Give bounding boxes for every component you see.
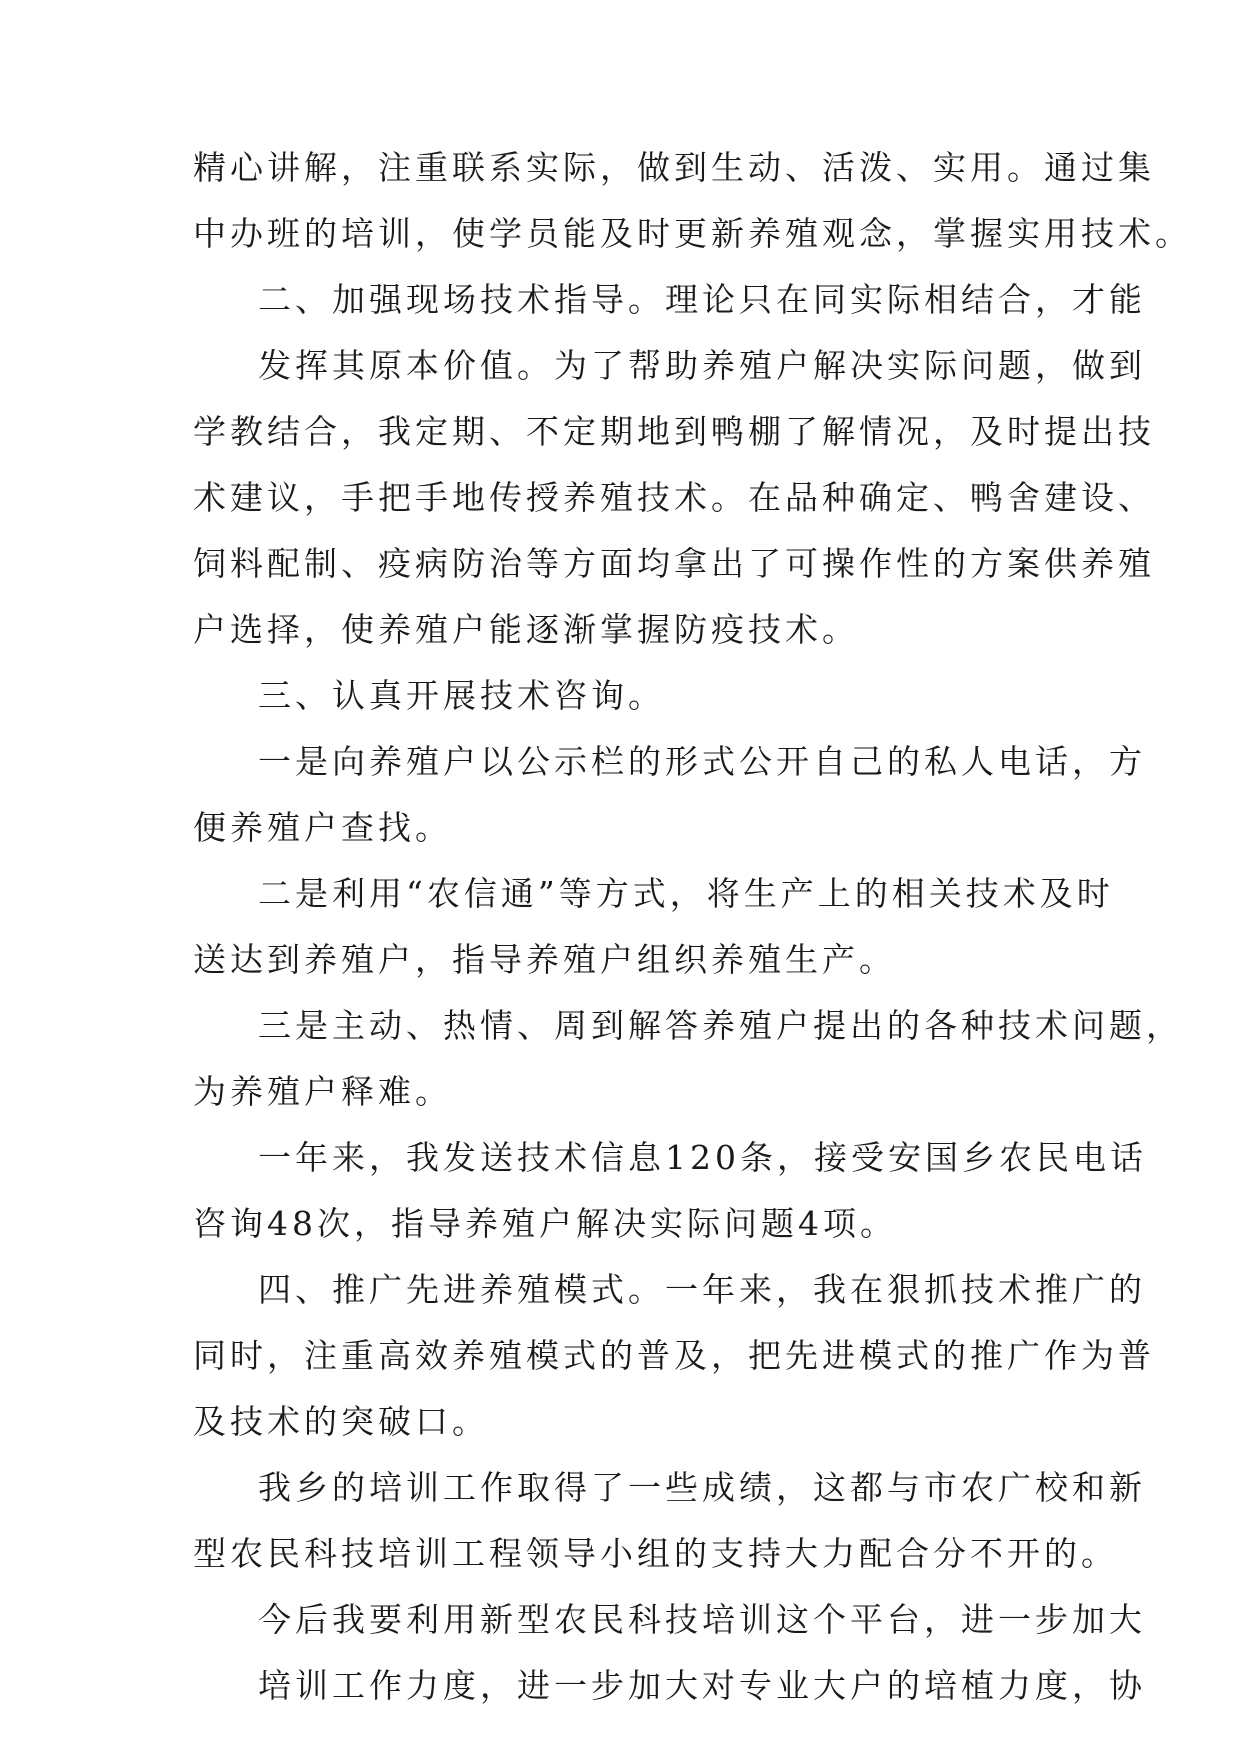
text-line: 咨询48次，指导养殖户解决实际问题4项。 [193, 1204, 897, 1243]
text-line: 饲料配制、疫病防治等方面均拿出了可操作性的方案供养殖 [193, 544, 1155, 583]
text-line: 一是向养殖户以公示栏的形式公开自己的私人电话，方 [258, 742, 1146, 781]
text-line: 发挥其原本价值。为了帮助养殖户解决实际问题，做到 [258, 346, 1146, 385]
text-line: 四、推广先进养殖模式。一年来，我在狠抓技术推广的 [258, 1270, 1146, 1309]
text-line: 送达到养殖户，指导养殖户组织养殖生产。 [193, 940, 896, 979]
text-line: 中办班的培训，使学员能及时更新养殖观念，掌握实用技术。 [193, 214, 1192, 253]
text-line: 二是利用“农信通”等方式，将生产上的相关技术及时 [258, 874, 1114, 913]
text-line: 精心讲解，注重联系实际，做到生动、活泼、实用。通过集 [193, 148, 1155, 187]
text-line: 培训工作力度，进一步加大对专业大户的培植力度，协 [258, 1666, 1146, 1705]
text-line: 户选择，使养殖户能逐渐掌握防疫技术。 [193, 610, 859, 649]
text-line: 三是主动、热情、周到解答养殖户提出的各种技术问题， [258, 1006, 1183, 1045]
text-line: 我乡的培训工作取得了一些成绩，这都与市农广校和新 [258, 1468, 1146, 1507]
section-heading: 三、认真开展技术咨询。 [258, 676, 665, 715]
text-line: 术建议，手把手地传授养殖技术。在品种确定、鸭舍建设、 [193, 478, 1155, 517]
text-line: 为养殖户释难。 [193, 1072, 452, 1111]
text-line: 同时，注重高效养殖模式的普及，把先进模式的推广作为普 [193, 1336, 1155, 1375]
text-line: 及技术的突破口。 [193, 1402, 489, 1441]
text-line: 一年来，我发送技术信息120条，接受安国乡农民电话 [258, 1138, 1147, 1177]
text-line: 型农民科技培训工程领导小组的支持大力配合分不开的。 [193, 1534, 1118, 1573]
text-line: 今后我要利用新型农民科技培训这个平台，进一步加大 [258, 1600, 1146, 1639]
text-line: 二、加强现场技术指导。理论只在同实际相结合，才能 [258, 280, 1146, 319]
text-line: 便养殖户查找。 [193, 808, 452, 847]
text-line: 学教结合，我定期、不定期地到鸭棚了解情况，及时提出技 [193, 412, 1155, 451]
